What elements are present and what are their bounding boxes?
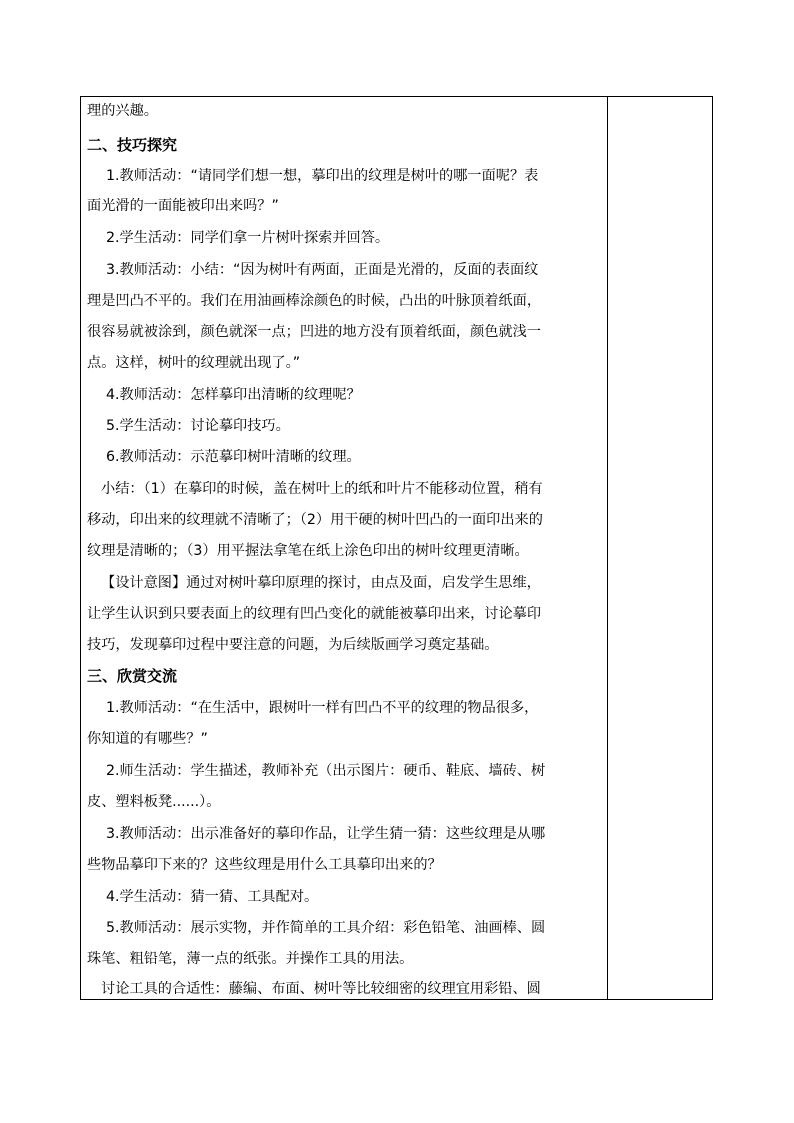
section-heading: 三、欣赏交流	[87, 667, 178, 685]
text-line: 3.教师活动：出示准备好的摹印作品，让学生猜一猜：这些纹理是从哪	[106, 826, 546, 842]
text-line: 面光滑的一面能被印出来吗？”	[87, 198, 279, 214]
text-line: 5.教师活动：展示实物，并作简单的工具介绍：彩色铅笔、油画棒、圆	[106, 920, 546, 936]
text-line: 小结：（1）在摹印的时候，盖在树叶上的纸和叶片不能移动位置，稍有	[101, 481, 543, 497]
text-line: 5.学生活动：讨论摹印技巧。	[106, 418, 290, 434]
text-line: 纹理是清晰的；（3）用平握法拿笔在纸上涂色印出的树叶纹理更清晰。	[87, 543, 529, 559]
text-line: 3.教师活动：小结：“因为树叶有两面，正面是光滑的，反面的表面纹	[106, 262, 539, 278]
text-line: 珠笔、粗铅笔，薄一点的纸张。并操作工具的用法。	[87, 951, 414, 967]
text-line: 4.学生活动：猜一猜、工具配对。	[106, 889, 319, 905]
text-line: 很容易就被涂到，颜色就深一点；凹进的地方没有顶着纸面，颜色就浅一	[87, 324, 542, 340]
text-line: 你知道的有哪些？”	[87, 731, 208, 747]
text-line: 2.师生活动：学生描述，教师补充（出示图片：硬币、鞋底、墙砖、树	[106, 763, 546, 779]
text-line: 移动，印出来的纹理就不清晰了；（2）用干硬的树叶凹凸的一面印出来的	[87, 512, 543, 528]
text-line: 2.学生活动：同学们拿一片树叶探索并回答。	[106, 230, 390, 246]
notes-cell	[608, 97, 712, 999]
text-line: 技巧，发现摹印过程中要注意的问题，为后续版画学习奠定基础。	[87, 637, 499, 653]
text-line: 皮、塑料板凳......）。	[87, 794, 221, 810]
text-line: 1.教师活动：“请同学们想一想，摹印出的纹理是树叶的哪一面呢？表	[106, 168, 539, 184]
text-line: 理的兴趣。	[87, 103, 158, 119]
lesson-table	[80, 96, 713, 1000]
text-line: 讨论工具的合适性：藤编、布面、树叶等比较细密的纹理宜用彩铅、圆	[101, 981, 541, 997]
text-line: 【设计意图】通过对树叶摹印原理的探讨，由点及面，启发学生思维，	[101, 575, 541, 591]
text-line: 1.教师活动：“在生活中，跟树叶一样有凹凸不平的纹理的物品很多，	[106, 700, 539, 716]
text-line: 理是凹凸不平的。我们在用油画棒涂颜色的时候，凸出的叶脉顶着纸面，	[87, 293, 542, 309]
text-line: 让学生认识到只要表面上的纹理有凹凸变化的就能被摹印出来，讨论摹印	[87, 606, 542, 622]
text-line: 4.教师活动：怎样摹印出清晰的纹理呢？	[106, 387, 361, 403]
text-line: 6.教师活动：示范摹印树叶清晰的纹理。	[106, 449, 361, 465]
text-line: 些物品摹印下来的？这些纹理是用什么工具摹印出来的？	[87, 857, 442, 873]
section-heading: 二、技巧探究	[87, 136, 178, 154]
text-line: 点。这样，树叶的纹理就出现了。”	[87, 355, 301, 371]
lesson-content-cell	[81, 97, 607, 999]
